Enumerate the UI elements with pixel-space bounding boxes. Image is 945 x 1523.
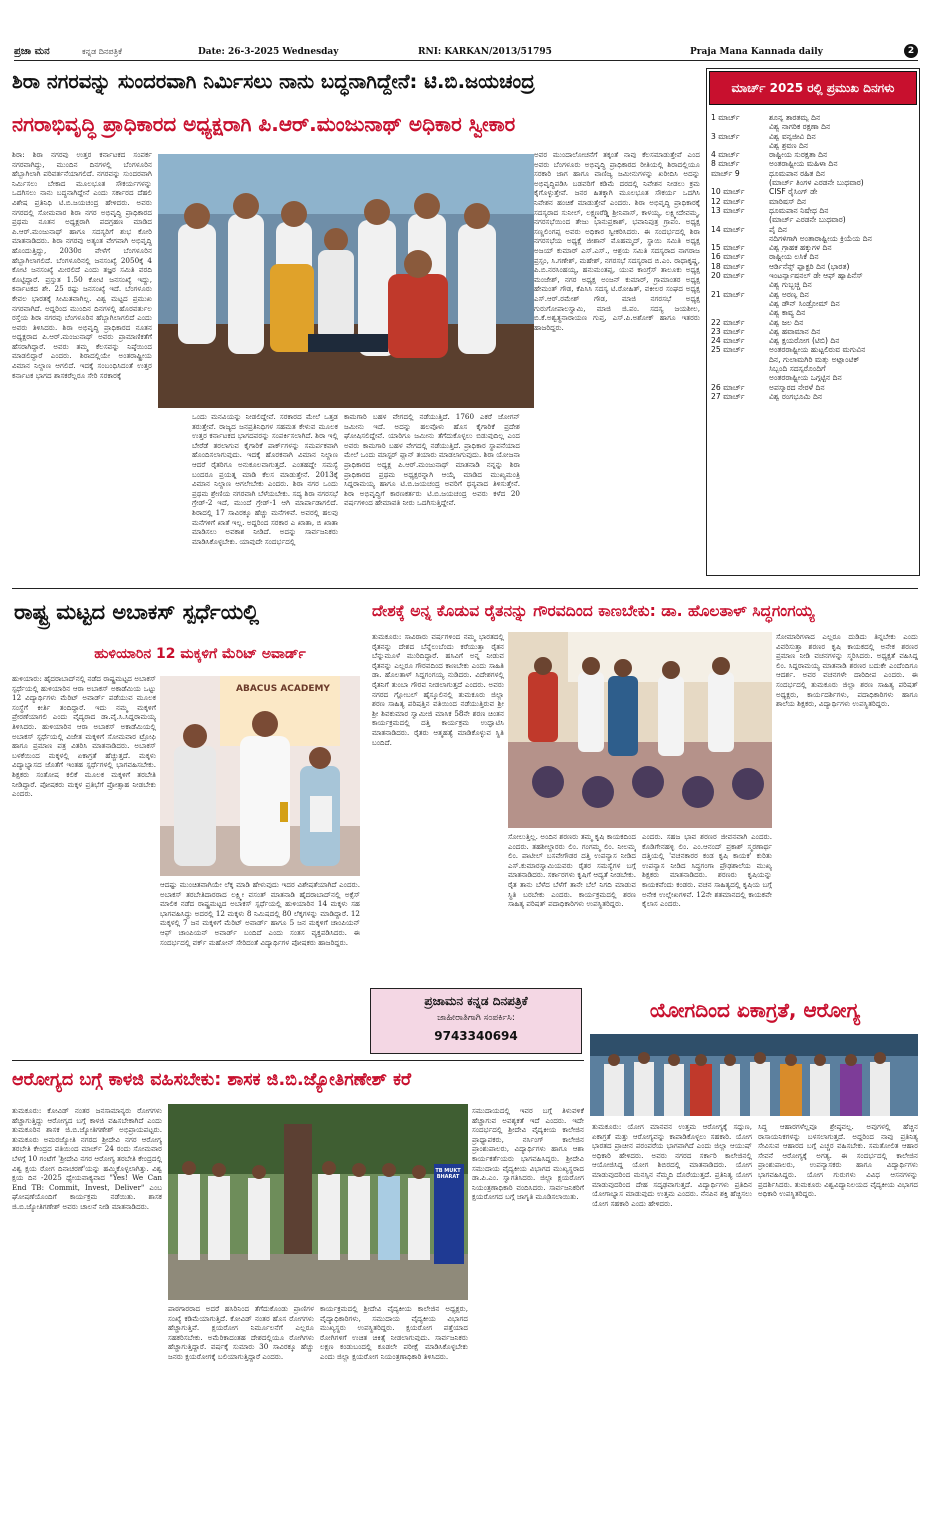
tb-column-2: ಪಾಠಗಾರರಾದ ಅದರೆ ಹಸಿರಿನಿಂದ ತೆಗೆದುಕೊಂಡು ಪ್ರಾಣಿಗಳ ಸಂಖ್ಯೆ ಕಡಿಮೆಯಾಗುತ್ತಿದೆ. ಕೋವಿಡ್ ನಂತರ ಹೊಸ ರೋಗಗಳು ಹೆಚ್ಚಾಗುತ್ತಿವೆ. ಕ್ಷಯರೋಗ ನಿರ್ಮೂಲನೆಗೆ ಎಲ್ಲರೂ ಸಹಕರಿಸಬೇಕು. ಅಮೆರಿಕಾದಂತಹ ದೇಶದಲ್ಲಿಯೂ ರೋಗಿಗಳು ಹೆಚ್ಚಾಗುತ್ತಿದ್ದಾರೆ. ವರ್ಷಕ್ಕೆ ಸುಮಾರು 30 ಸಾವಿರಕ್ಕೂ ಹೆಚ್ಚು ಜನರು ಕ್ಷಯರೋಗಕ್ಕೆ ಬಲಿಯಾಗುತ್ತಿದ್ದಾರೆ ಎಂದರು. [168, 1304, 314, 1361]
event-row [711, 364, 915, 373]
tb-photo [168, 1104, 468, 1300]
event-date: 25 ಮಾರ್ಚ್ [711, 345, 745, 355]
event-date [711, 234, 769, 243]
yoga-photo [590, 1034, 918, 1116]
abacus-headline: ರಾಷ್ಟ್ರ ಮಟ್ಟದ ಅಬಾಕಸ್ ಸ್ಪರ್ಧೆಯಲ್ಲಿ [14, 600, 260, 624]
event-name: ಅಂತರರಾಷ್ಟ್ರೀಯ ಹುಟ್ಟಲಿರುವ ಮಗುವಿನ [769, 345, 866, 355]
event-date: 3 ಮಾರ್ಚ್ [711, 131, 740, 141]
event-date [711, 373, 769, 382]
event-date: ಮಾರ್ಚ್ 9 [711, 168, 740, 178]
event-name: ವಿಶ್ವ ಗುಬ್ಬಚ್ಚಿ ದಿನ [769, 280, 812, 290]
event-name: ವಿಶ್ವ ಕಾವ್ಯ ದಿನ [769, 308, 806, 318]
event-name: ವಿಶ್ವ ಶ್ರವಣ ದಿನ [769, 140, 809, 150]
event-date: 13 ಮಾರ್ಚ್ [711, 205, 745, 215]
event-date [711, 299, 769, 308]
lead-column-2: ಒಂದು ಮನವಿಯನ್ನು ನೀಡಲಿದ್ದೇವೆ. ಸರಕಾರದ ಮೇಲೆ ಒತ್ತಡ ತರುತ್ತೇವೆ. ರಾಜ್ಯದ ಜನಪ್ರತಿನಿಧಿಗಳ ಸಹಮತ ಕೇಳುವ ಮೂಲಕ ಉತ್ತರ ಕರ್ನಾಟಕದ ಭಾಗದವರನ್ನು ಸಂಪರ್ಕಿಸಲಾಗಿದೆ. ಶಿರಾ ಇಲ್ಲಿ ಬೇರೆಡೆ ತರಲಾಗುವ ಕೈಗಾರಿಕೆ ಪಾರ್ಕ್‌ಗಳನ್ನು ಸಮರ್ಪಕವಾಗಿ ಹೊಂದಿಸಲಾಗುವುದು. ಇದಕ್ಕೆ ಹೊರಕನಾಗಿ ವಿಮಾನ ನಿಲ್ದಾಣ ಆದರೆ ರೈತರಿಗೂ ಅನುಕೂಲವಾಗುತ್ತದೆ. ಎಂತಹದ್ದೇ ಸಮಸ್ಯೆ ಬಂದರೂ ಪ್ರಯತ್ನ ಮಾಡಿ ಕೆಲಸ ಮಾಡುತ್ತೇನೆ. 2013ಕ್ಕೆ ವಿಮಾನ ನಿಲ್ದಾಣ ಆಗಲೇಬೇಕು ಎಂದರು. ಶಿರಾ ನಗರ ಒಂದು ಪ್ರಥಮ ಶ್ರೇಣಿಯ ನಗರವಾಗಿ ಬೆಳೆಯಬೇಕು. ಸದ್ಯ ಶಿರಾ ನಗರಸಭೆ ಗ್ರೇಡ್-2 ಇದೆ, ಮುಂದೆ ಗ್ರೇಡ್-1 ಆಗಿ ಮಾರ್ಪಾಡಾಗಲಿದೆ. ಶಿರಾದಲ್ಲಿ 17 ಸಾವಿರಕ್ಕೂ ಹೆಚ್ಚು ಮನೆಗಳಿವೆ. ಅವರಲ್ಲಿ ಹಲವು ಮನೆಗಳಿಗೆ ಖಾತೆ ಇಲ್ಲ. ಅದ್ದರಿಂದ ಸರಕಾರ ಎ ಖಾತಾ, ಬಿ ಖಾತಾ ಮಾಡಿಸಲು ಅವಕಾಶ ನೀಡಿದೆ. ಅದನ್ನು ಸಾರ್ವಜನಿಕರು ಮಾಡಿಸಿಕೊಳ್ಳಬೇಕು. ಯಾವುದೇ ಸಂದರ್ಭದಲ್ಲಿ [192, 412, 338, 546]
ad-box [370, 988, 582, 1054]
ad-line-2: ಜಾಹೀರಾತಿಗಾಗಿ ಸಂಪರ್ಕಿಸಿ: [437, 1013, 515, 1023]
farmer-column-4: ಸೋಮಾರಿಗಳಾದ ಎಲ್ಲರೂ ದುಡಿದು ತಿನ್ನಬೇಕು ಎಂದು ವಿವರಿಸುತ್ತಾ ಶರಣರ ಕೃಷಿ ಕಾಯಕದಲ್ಲಿ ಅನೇಕ ಶರಣರ ಪ್ರಮಾಣ ನೀಡಿ ವಚನಗಳನ್ನು ಸ್ಮರಿಸಿದರು. ಅಧ್ಯಕ್ಷತೆ ವಹಿಸಿದ್ದ ಲಿಂ. ಸಿದ್ದರಾಮಯ್ಯ ಮಾತನಾಡಿ ಶರಣರ ಬದುಕೇ ಎಂದೆಂದಿಗೂ ಆದರ್ಶ. ಅವರ ವಚನಗಳೇ ದಾರಿದೀಪ ಎಂದರು. ಈ ಸಂದರ್ಭದಲ್ಲಿ ತುಮಕೂರು ಜಿಲ್ಲಾ ಶರಣ ಸಾಹಿತ್ಯ ಪರಿಷತ್ ಅಧ್ಯಕ್ಷರು, ಕಾರ್ಯದರ್ಶಿಗಳು, ಪದಾಧಿಕಾರಿಗಳು ಹಾಗೂ ಶಾಲೆಯ ಶಿಕ್ಷಕರು, ವಿದ್ಯಾರ್ಥಿಗಳು ಉಪಸ್ಥಿತರಿದ್ದರು. [776, 632, 918, 709]
event-date [711, 215, 769, 224]
event-row [711, 206, 915, 215]
event-date: 10 ಮಾರ್ಚ್ [711, 187, 745, 197]
event-row [711, 197, 915, 206]
event-name: ಅಪಸ್ಮಾರದ ನೇರಳೆ ದಿನ [769, 382, 825, 392]
masthead-date: Date: 26-3-2025 Wednesday [198, 47, 339, 57]
event-row [711, 290, 915, 299]
event-row [711, 150, 915, 159]
tb-column-4: ಸಮುದಾಯದಲ್ಲಿ ಇವರ ಬಗ್ಗೆ ತಿಳುವಳಿಕೆ ಹೆಚ್ಚಾಗುವ ಅವಶ್ಯಕತೆ ಇದೆ ಎಂದರು. ಇದೇ ಸಂದರ್ಭದಲ್ಲಿ ಶ್ರೀದೇವಿ ವೈದ್ಯಕೀಯ ಕಾಲೇಜಿನ ಪ್ರಾಧ್ಯಾಪಕರು, ನರ್ಸಿಂಗ್ ಕಾಲೇಜಿನ ಪ್ರಾಂಶುಪಾಲರು, ವಿದ್ಯಾರ್ಥಿಗಳು ಹಾಗೂ ಆಶಾ ಕಾರ್ಯಕರ್ತೆಯರು ಭಾಗವಹಿಸಿದ್ದರು. ಶ್ರೀದೇವಿ ಸಮುದಾಯ ವೈದ್ಯಕೀಯ ವಿಭಾಗದ ಮುಖ್ಯಸ್ಥರಾದ ಡಾ.ಪಿ.ಎಂ. ಸ್ವಾಗತಿಸಿದರು. ಜಿಲ್ಲಾ ಕ್ಷಯರೋಗ ನಿಯಂತ್ರಣಾಧಿಕಾರಿ ವಂದಿಸಿದರು. ಸಾರ್ವಜನಿಕರಿಗೆ ಕ್ಷಯರೋಗದ ಬಗ್ಗೆ ಜಾಗೃತಿ ಮೂಡಿಸಲಾಯಿತು. [472, 1106, 584, 1202]
event-date [711, 280, 769, 289]
lead-column-4: ಅವರ ಮುಂದಾಲೋಚನೆಗೆ ತಕ್ಕಂತೆ ನಾವು ಕೆಲಸಮಾಡುತ್ತೇವೆ ಎಂದ ಅವರು ಬೆಂಗಳೂರು ಅಭಿವೃದ್ಧಿ ಪ್ರಾಧಿಕಾರದ ರೀತಿಯಲ್ಲಿ ಶಿರಾದಲ್ಲಿಯೂ ಸರಕಾರಿ ಜಾಗ ಹಾಗೂ ವಾಣಿಜ್ಯ ಜಮೀನುಗಳನ್ನು ಖರೀದಿಸಿ ಅದನ್ನು ಅಭಿವೃದ್ಧಿಪಡಿಸಿ ಬಡವರಿಗೆ ಕಡಿಮೆ ದರದಲ್ಲಿ ನಿವೇಶನ ನೀಡಲು ಕ್ರಮ ಕೈಗೊಳ್ಳುತ್ತೇವೆ. ಜನರ ಹಿತಕ್ಕಾಗಿ ಮೂಲಭೂತ ಸೌಕರ್ಯ ಒದಗಿಸಿ ನಿವೇಶನ ಹಂಚಿಕೆ ಮಾಡುತ್ತೇವೆ ಎಂದರು. ಶಿರಾ ಅಭಿವೃದ್ಧಿ ಪ್ರಾಧಿಕಾರಕ್ಕೆ ಸದಸ್ಯರಾದ ಸುನೀಲ್, ಲಕ್ಷ್ಮಣರೆಡ್ಡಿ ಶ್ರೀನಿವಾಸ್, ಕಾಳಯ್ಯ, ಲಕ್ಷ್ಮೀದೇವಮ್ಮ, ನಗರಸಭೆಯಿಂದ ತೇಜು ಭಾನುಪ್ರಕಾಶ್, ಭವಾನಿಪುತ್ರ ಗ್ರಾಪಂ. ಅಧ್ಯಕ್ಷ ಸಣ್ಣಲಿಂಗಪ್ಪ ಅವರು ಅಧಿಕಾರ ಸ್ವೀಕರಿಸಿದರು. ಈ ಸಂದರ್ಭದಲ್ಲಿ ಶಿರಾ ನಗರಸಭೆಯ ಅಧ್ಯಕ್ಷೆ ಜೀಶಾನ್ ಮೊಹಮ್ಮದ್, ಸ್ಥಾಯಿ ಸಮಿತಿ ಅಧ್ಯಕ್ಷ ಅಜಯ್ ಕುಮಾರ್ ಎಸ್.ಎಸ್., ಆಶ್ರಯ ಸಮಿತಿ ಸದಸ್ಯರಾದ ನಾಗರಾಜ ಪ್ರಸ್ಸಂ, ಸಿ.ಗಣೇಶ್, ಮಹೇಶ್, ನಗರಸಭೆ ಸದಸ್ಯರಾದ ಬಿ.ಎಂ. ರಾಧಾಕೃಷ್ಣ, ಪಿ.ಬಿ.ನರಸಿಂಹಯ್ಯ, ಹನುಮಂತಪ್ಪ, ಯುವ ಕಾಂಗ್ರೆಸ್ ತಾಲೂಕು ಅಧ್ಯಕ್ಷ ಮಂಜೇಶ್, ನಗರ ಅಧ್ಯಕ್ಷ ಅಂಜನ್ ಕುಮಾರ್, ಗ್ರಾಮಾಂತರ ಅಧ್ಯಕ್ಷ ಹೇಮಂತ್ ಗೌಡ, ಕೆಪಿಸಿಸಿ ಸದಸ್ಯ ಟಿ.ರೋಹಿತ್, ವಕೀಲರ ಸಂಘದ ಅಧ್ಯಕ್ಷ ಎಸ್.ಆರ್.ರಮೇಶ್ ಗೌಡ, ಮಾಜಿ ನಗರಸಭೆ ಅಧ್ಯಕ್ಷ ಗುರುಗೋಪಾಲಸ್ವಾಮಿ, ಮಾಜಿ ಜಿ.ಪಂ. ಸದಸ್ಯ ಜಯಶೀಲ, ಬಿ.ಕೆ.ಅಶ್ವತ್ಥನಾರಾಯಣ ಗುಪ್ತ, ಎಸ್.ಪಿ.ಅಶೋಕ್ ಹಾಗೂ ಇತರರು ಹಾಜರಿದ್ದರು. [534, 150, 700, 332]
event-name: ವಿಶ್ವ ರಂಗಭೂಮಿ ದಿನ [769, 391, 823, 401]
farmer-column-3: ಎಂದರು. ಸಹಜ ಭಾವ ಶರಣರ ಜೀವನವಾಗಿ ಎಂದರು. ಕೊಡಿಗೇನಹಳ್ಳಿ ಲಿಂ. ಎಂ.ಆನಂದ್ ಪ್ರಕಾಶ್ ಸ್ಮರಣಾರ್ಥ ದತ್ತಿಯಲ್ಲಿ 'ವಚನಕಾರರ ಕಂಡ ಕೃಷಿ ಕಾಯಕ' ಕುರಿತು ಉಪನ್ಯಾಸ ನೀಡಿದ ಸಿದ್ಧಗಂಗಾ ಪ್ರೌಢಶಾಲೆಯ ಮುಖ್ಯ ಶಿಕ್ಷಕರು ಮಾತನಾಡಿದರು. ಶರಣರು ಕೃಷಿಯನ್ನು ಕಾಯಕವೆಂದು ಕಂಡರು. ವಚನ ಸಾಹಿತ್ಯದಲ್ಲಿ ಕೃಷಿಯ ಬಗ್ಗೆ ಅನೇಕ ಉಲ್ಲೇಖಗಳಿವೆ. 12ನೇ ಶತಮಾನದಲ್ಲಿ ಕಾಯಕವೇ ಕೈಲಾಸ ಎಂದರು. [642, 832, 772, 909]
event-row [711, 215, 915, 224]
event-name: ಅಂತರಾಷ್ಟ್ರೀಯ ಮಹಿಳಾ ದಿನ [769, 159, 838, 169]
events-list [711, 113, 915, 401]
masthead-paper-name: Praja Mana Kannada daily [690, 47, 823, 57]
tb-headline: ಆರೋಗ್ಯದ ಬಗ್ಗೆ ಕಾಳಜಿ ವಹಿಸಬೇಕು: ಶಾಸಕ ಜಿ.ಬಿ.ಜ್ಯೋತಿಗಣೇಶ್ ಕರೆ [12, 1070, 412, 1090]
masthead [0, 44, 945, 60]
event-row [711, 299, 915, 308]
lead-column-1: ಶಿರಾ: ಶಿರಾ ನಗರವು ಉತ್ತರ ಕರ್ನಾಟಕದ ಸಂಪರ್ಕ ನಗರವಾಗಿದ್ದು, ಮುಂದಿನ ದಿನಗಳಲ್ಲಿ ಬೆಂಗಳೂರಿನ ಹೆಬ್ಬಾಗಿಲಾಗಿ ಪರಿವರ್ತನೆಯಾಗಲಿದೆ. ನಗರವನ್ನು ಸುಂದರವಾಗಿ ನಿರ್ಮಿಸಲು ಬೇಕಾದ ಮೂಲಭೂತ ಸೌಕರ್ಯಗಳನ್ನು ಒದಗಿಸಲು ನಾನು ಬದ್ಧನಾಗಿದ್ದೇನೆ ಎಂದು ಸರ್ಕಾರದ ದೆಹಲಿ ವಿಶೇಷ ಪ್ರತಿನಿಧಿ ಟಿ.ಬಿ.ಜಯಚಂದ್ರ ಹೇಳಿದರು. ಅವರು ನಗರದಲ್ಲಿ ಸೋಮವಾರ ಶಿರಾ ನಗರ ಅಭಿವೃದ್ಧಿ ಪ್ರಾಧಿಕಾರದ ಪ್ರಥಮ ನೂತನ ಅಧ್ಯಕ್ಷರಾಗಿ ಪದಗ್ರಹಣ ಮಾಡಿದ ಪಿ.ಆರ್.ಮಂಜುನಾಥ್ ಹಾಗೂ ಸದಸ್ಯರಿಗೆ ಶುಭ ಕೋರಿ ಮಾತನಾಡಿದರು. ಶಿರಾ ನಗರವು ಅತ್ಯಂತ ವೇಗವಾಗಿ ಅಭಿವೃದ್ಧಿ ಹೊಂದುತ್ತಿದ್ದು, 2030ರ ವೇಳೆಗೆ ಬೆಂಗಳೂರಿನ ಹೆಬ್ಬಾಗಿಲಾಗಲಿದೆ. ಬೆಂಗಳೂರಿನಲ್ಲಿ ಜನಸಂಖ್ಯೆ 2050ಕ್ಕೆ 4 ಕೋಟಿ ಜನಸಂಖ್ಯೆ ಮೀರಲಿದೆ ಎಂದು ತಜ್ಞರ ಸಮಿತಿ ವರದಿ ಕೊಟ್ಟಿದ್ದಾರೆ. ಪ್ರಸ್ತುತ 1.50 ಕೋಟಿ ಜನಸಂಖ್ಯೆ ಇದ್ದು, ಕರ್ನಾಟಕದ ಶೇ. 25 ರಷ್ಟು ಜನಸಂಖ್ಯೆ ಇದೆ. ಬೆಂಗಳೂರು ಕೇವಲ ಭಾರತಕ್ಕೆ ಸೀಮಿತವಾಗಿಲ್ಲ. ವಿಶ್ವ ಮಟ್ಟದ ಪ್ರಮುಖ ನಗರವಾಗಿದೆ. ಅದ್ದರಿಂದ ಮುಂದಿನ ದಿನಗಳಲ್ಲಿ ಹೊರವರ್ತುಲ ರಸ್ತೆಯ ಶಿರಾ ನಗರವು ಬೆಂಗಳೂರಿನ ಹೆಬ್ಬಾಗಿಲಾಗಲಿದೆ ಎಂದು ಅವರು ತಿಳಿಸಿದರು. ಶಿರಾ ಅಭಿವೃದ್ಧಿ ಪ್ರಾಧಿಕಾರದ ನೂತನ ಅಧ್ಯಕ್ಷರಾದ ಪಿ.ಆರ್.ಮಂಜುನಾಥ್ ಅವರು ಪ್ರಾಮಾಣಿಕತೆಗೆ ಹೆಸರಾಗಿದ್ದಾರೆ. ಅವರು ತಮ್ಮ ಕೆಲಸವನ್ನು ನಿಷ್ಠೆಯಿಂದ ಮಾಡಲಿದ್ದಾರೆ ಎಂದರು. ಶಿರಾದಲ್ಲಿಯೇ ಅಂತರಾಷ್ಟ್ರೀಯ ವಿಮಾನ ನಿಲ್ದಾಣ ಆಗಲಿದೆ. ಇದಕ್ಕೆ ಸಂಬಂಧಿಸಿದಂತೆ ಉತ್ತರ ಕರ್ನಾಟಕ ಭಾಗದ ಶಾಸಕರೆಲ್ಲರೂ ಸೇರಿ ಸರಕಾರಕ್ಕೆ [12, 150, 152, 380]
ad-phone: 9743340694 [434, 1029, 518, 1043]
event-row [711, 280, 915, 289]
event-date: 1 ಮಾರ್ಚ್ [711, 113, 740, 122]
event-name: ವಿಶ್ವ ಕ್ಷಯರೋಗ (ಟಿಬಿ) ದಿನ [769, 336, 840, 346]
abacus-subhead: ಹುಳಿಯಾರಿನ 12 ಮಕ್ಕಳಿಗೆ ಮೆರಿಟ್ ಅವಾರ್ಡ್ [94, 646, 306, 662]
event-date: 12 ಮಾರ್ಚ್ [711, 196, 745, 206]
event-date: 21 ಮಾರ್ಚ್ [711, 289, 745, 299]
event-name: ಪೈ ದಿನ [769, 224, 787, 234]
tb-banner-text: TB MUKT BHARAT [435, 1168, 461, 1180]
event-date: 20 ಮಾರ್ಚ್ [711, 271, 745, 281]
farmer-headline: ದೇಶಕ್ಕೆ ಅನ್ನ ಕೊಡುವ ರೈತನನ್ನು ಗೌರವದಿಂದ ಕಾಣಬೇಕು: ಡಾ. ಹೊಲತಾಳ್ ಸಿದ್ಧಗಂಗಯ್ಯ [372, 602, 815, 620]
event-row [711, 308, 915, 317]
lead-headline-1: ಶಿರಾ ನಗರವನ್ನು ಸುಂದರವಾಗಿ ನಿರ್ಮಿಸಲು ನಾನು ಬದ್ಧನಾಗಿದ್ದೇನೆ: ಟಿ.ಬಿ.ಜಯಚಂದ್ರ [12, 70, 535, 93]
event-row [711, 262, 915, 271]
event-name: ವಿಶ್ವ ಗ್ರಾಹಕ ಹಕ್ಕುಗಳ ದಿನ [769, 243, 832, 253]
event-name: ವಿಶ್ವ ವನ್ಯಜೀವಿ ದಿನ [769, 131, 816, 141]
event-date: 26 ಮಾರ್ಚ್ [711, 382, 745, 392]
lead-column-3: ಕಾಮಗಾರಿ ಬಹಳ ವೇಗದಲ್ಲಿ ನಡೆಯುತ್ತಿದೆ. 1760 ಎಕರೆ ಜೋಗನ್ ಜಮೀನು ಇದೆ. ಅದನ್ನು ಹಲವೊಳು ಹೊಸ ಕೈಗಾರಿಕೆ ಪ್ರದೇಶ ಘೋಷಿಸಲಿದ್ದೇವೆ. ಯಾರಿಗೂ ಜಮೀನು ತೆಗೆದುಕೊಳ್ಳಲು ಬಿಡುವುದಿಲ್ಲ ಎಂದ ಅವರು ಕಾಮಗಾರಿ ಬಹಳ ವೇಗದಲ್ಲಿ ನಡೆಯುತ್ತಿದೆ. ಪ್ರಾಧಿಕಾರ ಸ್ಥಾಪನೆಯಾದ ಮೇಲೆ ಒಂದು ಮಾಸ್ಟರ್ ಪ್ಲಾನ್ ತಯಾರು ಮಾಡಲಾಗುವುದು. ಶಿರಾ ಯೋಜನಾ ಪ್ರಾಧಿಕಾರದ ಅಧ್ಯಕ್ಷ ಪಿ.ಆರ್.ಮಂಜುನಾಥ್ ಮಾತನಾಡಿ ನನ್ನನ್ನು ಶಿರಾ ಪ್ರಾಧಿಕಾರದ ಪ್ರಥಮ ಅಧ್ಯಕ್ಷರನ್ನಾಗಿ ಆಯ್ಕೆ ಮಾಡಿದ ಮುಖ್ಯಮಂತ್ರಿ ಸಿದ್ದರಾಮಯ್ಯ ಹಾಗೂ ಟಿ.ಬಿ.ಜಯಚಂದ್ರ ಅವರಿಗೆ ಧನ್ಯವಾದ ತಿಳಿಸುತ್ತೇನೆ. ಶಿರಾ ಅಭಿವೃದ್ಧಿಗೆ ಕಾರಣಕರ್ತರು ಟಿ.ಬಿ.ಜಯಚಂದ್ರ ಅವರು ಕಳೆದ 20 ವರ್ಷಗಳಿಂದ ಹೇಮಾವತಿ ನೀರು ಒದಗಿಸುತ್ತಿದ್ದೇವೆ. [344, 412, 520, 508]
lead-headline-2: ನಗರಾಭಿವೃದ್ಧಿ ಪ್ರಾಧಿಕಾರದ ಅಧ್ಯಕ್ಷರಾಗಿ ಪಿ.ಆರ್.ಮಂಜುನಾಥ್ ಅಧಿಕಾರ ಸ್ವೀಕಾರ [12, 112, 516, 136]
event-date: 14 ಮಾರ್ಚ್ [711, 224, 745, 234]
events-box [706, 68, 920, 576]
event-date: 22 ಮಾರ್ಚ್ [711, 317, 745, 327]
event-row [711, 336, 915, 345]
event-row [711, 345, 915, 354]
event-date: 4 ಮಾರ್ಚ್ [711, 150, 740, 160]
farmer-photo [508, 632, 772, 828]
abacus-photo [160, 676, 360, 876]
event-date: 23 ಮಾರ್ಚ್ [711, 326, 745, 336]
event-name: ಅಂತರರಾಷ್ಟ್ರೀಯ ಒಗ್ಗಟ್ಟಿನ ದಿನ [769, 373, 842, 383]
lead-photo [158, 154, 534, 408]
page-number: 2 [904, 44, 918, 58]
abacus-column-1: ಹುಳಿಯಾರು: ಹೈದರಾಬಾದ್‌ನಲ್ಲಿ ನಡೆದ ರಾಷ್ಟ್ರಮಟ್ಟದ ಅಬಾಕಸ್ ಸ್ಪರ್ಧೆಯಲ್ಲಿ ಹುಳಿಯಾರಿನ ಆರಾ ಅಬಾಕಸ್ ಅಕಾಡೆಮಿಯ ಒಟ್ಟು 12 ವಿದ್ಯಾರ್ಥಿಗಳು ಮೆರಿಟ್ ಅವಾರ್ಡ್ ಪಡೆಯುವ ಮೂಲಕ ಸಂಸ್ಥೆಗೆ ಕೀರ್ತಿ ತಂದಿದ್ದಾರೆ. ಇದು ನಮ್ಮ ಮಕ್ಕಳಿಗೆ ಪ್ರೇರಣೆಯಾಗಲಿ ಎಂದು ವೈದ್ಯರಾದ ಡಾ.ವೈ.ಸಿ.ಸಿದ್ದರಾಮಯ್ಯ ತಿಳಿಸಿದರು. ಹುಳಿಯಾರಿನ ಆರಾ ಅಬಾಕಸ್ ಅಕಾಡೆಮಿಯಲ್ಲಿ ಅಬಾಕಸ್ ಸ್ಪರ್ಧೆಯಲ್ಲಿ ವಿಜೇತ ಮಕ್ಕಳಿಗೆ ಸೋಮವಾರ ಟ್ರೋಫಿ ಹಾಗೂ ಪ್ರಮಾಣ ಪತ್ರ ವಿತರಿಸಿ ಮಾತನಾಡಿದರು. ಅಬಾಕಸ್ ಬಳಕೆಯಿಂದ ಮಕ್ಕಳಲ್ಲಿ ಏಕಾಗ್ರತೆ ಹೆಚ್ಚುತ್ತದೆ. ಮಕ್ಕಳು ವಿದ್ಯಾಭ್ಯಾಸದ ಜೊತೆಗೆ ಇಂತಹ ಸ್ಪರ್ಧೆಗಳಲ್ಲಿ ಭಾಗವಹಿಸಬೇಕು. ಶಿಕ್ಷಕರು ಸಂತೋಷ ಕಲಿಕೆ ಮೂಲಕ ಮಕ್ಕಳಿಗೆ ತರಬೇತಿ ನೀಡಿದ್ದಾರೆ. ಪೋಷಕರು ಮಕ್ಕಳ ಪ್ರತಿಭೆಗೆ ಪ್ರೋತ್ಸಾಹ ನೀಡಬೇಕು ಎಂದರು. [12, 674, 156, 799]
events-box-title: ಮಾರ್ಚ್ 2025 ರಲ್ಲಿ ಪ್ರಮುಖ ದಿನಗಳು [709, 71, 917, 105]
event-row [711, 243, 915, 252]
event-row [711, 113, 915, 122]
tb-column-1: ತುಮಕೂರು: ಕೋವಿಡ್ ನಂತರ ಜನಸಾಮಾನ್ಯರು ರೋಗಗಳು ಹೆಚ್ಚಾಗುತ್ತಿದ್ದು ಆರೋಗ್ಯದ ಬಗ್ಗೆ ಕಾಳಜಿ ವಹಿಸಬೇಕಾಗಿದೆ ಎಂದು ತುಮಕೂರಿನ ಶಾಸಕ ಜಿ.ಬಿ.ಜ್ಯೋತಿಗಣೇಶ್ ಅಭಿಪ್ರಾಯಪಟ್ಟರು. ತುಮಕೂರು ಅಮರಜ್ಯೋತಿ ನಗರದ ಶ್ರೀದೇವಿ ನಗರ ಆರೋಗ್ಯ ತರಬೇತಿ ಕೇಂದ್ರದ ವತಿಯಿಂದ ಮಾರ್ಚ್ 24 ರಂದು ಸೋಮವಾರ ಬೆಳಗ್ಗೆ 10 ಗಂಟೆಗೆ 'ಶ್ರೀದೇವಿ ನಗರ ಆರೋಗ್ಯ ತರಬೇತಿ ಕೇಂದ್ರದಲ್ಲಿ ವಿಶ್ವ ಕ್ಷಯ ರೋಗ ದಿನಾಚರಣೆ'ಯನ್ನು ಹಮ್ಮಿಕೊಳ್ಳಲಾಗಿತ್ತು. ವಿಶ್ವ ಕ್ಷಯ ದಿನ -2025 ಧ್ಯೇಯವಾಕ್ಯವಾದ "Yes! We Can End TB: Commit, Invest, Deliver" ಎಂಬ ಘೋಷಣೆಯೊಂದಿಗೆ ಕಾರ್ಯಕ್ರಮ ನಡೆಯಿತು. ಶಾಸಕ ಜಿ.ಬಿ.ಜ್ಯೋತಿಗಣೇಶ್ ಅವರು ಚಾಲನೆ ನೀಡಿ ಮಾತನಾಡಿದರು. [12, 1106, 162, 1211]
event-date: 15 ಮಾರ್ಚ್ [711, 243, 745, 253]
event-name: ವಿಶ್ವ ಅರಣ್ಯ ದಿನ [769, 289, 809, 299]
event-name: CISF ರೈಸಿಂಗ್ ಡೇ [769, 187, 818, 197]
masthead-rni: RNI: KARKAN/2013/51795 [418, 47, 552, 57]
event-row [711, 187, 915, 196]
event-row [711, 383, 915, 392]
abacus-column-2: ಆದಷ್ಟು ಮುಂಚಿತವಾಗಿಯೇ ಲೆಕ್ಕ ಮಾಡಿ ಹೇಳುವುದು ಇದರ ವಿಶೇಷತೆಯಾಗಿದೆ ಎಂದರು. ಅಬಾಕಸ್ ತರಬೇತಿದಾರರಾದ ಲಕ್ಷ್ಮೀ ವಸಂತ್ ಮಾತನಾಡಿ ಹೈದರಾಬಾದ್‌ನಲ್ಲಿ ಅಕ್ಸೆಸ್ ಮಾಲಿಕ ನಡೆದ ರಾಷ್ಟ್ರಮಟ್ಟದ ಅಬಾಕಸ್ ಸ್ಪರ್ಧೆಯಲ್ಲಿ ಹುಳಿಯಾರಿನ 14 ಮಕ್ಕಳು ಸಹ ಭಾಗವಹಿಸಿದ್ದು ಅದರಲ್ಲಿ 12 ಮಕ್ಕಳು 8 ನಿಮಿಷದಲ್ಲಿ 80 ಲೆಕ್ಕಗಳನ್ನು ಮಾಡಿದ್ದಾರೆ. 12 ಮಕ್ಕಳಲ್ಲಿ 7 ಜನ ಮಕ್ಕಳಿಗೆ ಮೆರಿಟ್ ಅವಾರ್ಡ್ ಹಾಗೂ 5 ಜನ ಮಕ್ಕಳಿಗೆ ಚಾಂಪಿಯನ್ ಆಫ್ ಚಾಂಪಿಯನ್ ಅವಾರ್ಡ್ ಬಂದಿದೆ ಎಂದು ಸಂತಸ ವ್ಯಕ್ತಪಡಿಸಿದರು. ಈ ಸಂದರ್ಭದಲ್ಲಿ ವರ್ಕ್ ಮಹೋನ್ ಸೇರಿದಂತೆ ವಿದ್ಯಾರ್ಥಿಗಳ ಪೋಷಕರು ಹಾಜರಿದ್ದರು. [160, 880, 360, 947]
tb-column-3: ಕಾರ್ಯಕ್ರಮದಲ್ಲಿ ಶ್ರೀದೇವಿ ವೈದ್ಯಕೀಯ ಕಾಲೇಜಿನ ಅಧ್ಯಕ್ಷರು, ವೈದ್ಯಾಧಿಕಾರಿಗಳು, ಸಮುದಾಯ ವೈದ್ಯಕೀಯ ವಿಭಾಗದ ಮುಖ್ಯಸ್ಥರು ಉಪಸ್ಥಿತರಿದ್ದರು. ಕ್ಷಯರೋಗ ಪತ್ತೆಯಾದ ರೋಗಿಗಳಿಗೆ ಉಚಿತ ಚಿಕಿತ್ಸೆ ನೀಡಲಾಗುವುದು. ಸಾರ್ವಜನಿಕರು ಲಕ್ಷಣ ಕಂಡುಬಂದಲ್ಲಿ ಕೂಡಲೇ ಪರೀಕ್ಷೆ ಮಾಡಿಸಿಕೊಳ್ಳಬೇಕು ಎಂದು ಜಿಲ್ಲಾ ಕ್ಷಯರೋಗ ನಿಯಂತ್ರಣಾಧಿಕಾರಿ ತಿಳಿಸಿದರು. [320, 1304, 468, 1361]
ad-line-1: ಪ್ರಜಾಮನ ಕನ್ನಡ ದಿನಪತ್ರಿಕೆ [424, 994, 528, 1008]
event-row [711, 327, 915, 336]
farmer-column-1: ತುಮಕೂರು: ಸಾವಿರಾರು ವರ್ಷಗಳಿಂದ ನಮ್ಮ ಭಾರತದಲ್ಲಿ ರೈತನನ್ನು ದೇಶದ ಬೆನ್ನೆಲುಬೆಂದು ಕರೆಯುತ್ತಾ ರೈತನ ಬೆನ್ನುಮೂಳೆ ಮುರಿದಿದ್ದಾರೆ. ಹಸಿವಿಗೆ ಅನ್ನ ನೀಡುವ ರೈತನನ್ನು ಎಲ್ಲರೂ ಗೌರವದಿಂದ ಕಾಣಬೇಕು ಎಂದು ಸಾಹಿತಿ ಡಾ. ಹೊಲತಾಳ್ ಸಿದ್ದಗಂಗಯ್ಯ ನುಡಿದರು. ವಿದೇಶಗಳಲ್ಲಿ ರೈತನಿಗೆ ತುಂಬಾ ಗೌರವ ನೀಡಲಾಗುತ್ತದೆ ಎಂದರು. ಅವರು ನಗರದ ಗ್ಲೋಬಲ್ ಹೈಸ್ಕೂಲಿನಲ್ಲಿ ತುಮಕೂರು ಜಿಲ್ಲಾ ಶರಣ ಸಾಹಿತ್ಯ ಪರಿಷತ್ತಿನ ವತಿಯಿಂದ ನಡೆಯುತ್ತಿರುವ ಶ್ರೀ ಶ್ರೀ ಶಿವಕುಮಾರ ಸ್ವಾಮೀಜಿ ಮಾಸಿಕ 58ನೇ ಶರಣ ಚಿಂತನ ಕಾರ್ಯಕ್ರಮದಲ್ಲಿ ದತ್ತಿ ಕಾರ್ಯಕ್ರಮ ಉದ್ಘಾಟಿಸಿ ಮಾತನಾಡಿದರು. ರೈತರು ಆತ್ಮಹತ್ಯೆ ಮಾಡಿಕೊಳ್ಳುವ ಸ್ಥಿತಿ ಬಂದಿದೆ. [372, 632, 504, 747]
event-date [711, 308, 769, 317]
event-name: ಸಿಬ್ಬಂದಿ ಸದಸ್ಯರೊಂದಿಗೆ [769, 364, 826, 374]
farmer-column-2: ಸೋಲುತ್ತಿಲ್ಲ. ಅಂದಿನ ಶರಣರು ತಮ್ಮ ಕೃಷಿ ಕಾಯಕದಿಂದ ಎಂದರು. ತಹಶೀಲ್ದಾರರು ಲಿಂ. ಗಂಗಮ್ಮ ಲಿಂ. ನೀಲಮ್ಮ ಲಿಂ. ಪಾಟೀಲ್ ಬಸವೇಗೌಡರ ದತ್ತಿ ಉಪನ್ಯಾಸ ನೀಡಿದ ಎಸ್.ಕುಮಾರಸ್ವಾಮಿಯವರು ರೈತರ ಸಮಸ್ಯೆಗಳ ಬಗ್ಗೆ ಮಾತನಾಡಿದರು. ಸರ್ಕಾರಗಳು ಕೃಷಿಗೆ ಆದ್ಯತೆ ನೀಡಬೇಕು. ರೈತ ತಾನು ಬೆಳೆದ ಬೆಳೆಗೆ ತಾನೇ ಬೆಲೆ ನಿಗದಿ ಮಾಡುವ ಸ್ಥಿತಿ ಬರಬೇಕು ಎಂದರು. ಕಾರ್ಯಕ್ರಮದಲ್ಲಿ ಶರಣ ಸಾಹಿತ್ಯ ಪರಿಷತ್ ಪದಾಧಿಕಾರಿಗಳು ಉಪಸ್ಥಿತರಿದ್ದರು. [508, 832, 636, 909]
event-name: (ಮಾರ್ಚ್ ಎರಡನೇ ಬುಧವಾರ) [769, 215, 846, 225]
event-row [711, 355, 915, 364]
event-name: ಧೂಮಪಾನ ನಿಷೇಧ ದಿನ [769, 205, 829, 215]
event-row [711, 122, 915, 131]
event-row [711, 392, 915, 401]
event-date: 16 ಮಾರ್ಚ್ [711, 252, 745, 262]
yoga-column-1: ತುಮಕೂರು: ಯೋಗ ಮಾನವನ ಉತ್ತಮ ಆರೋಗ್ಯಕ್ಕೆ ಸದ್ಗುಣ, ಏಕಾಗ್ರತೆ ಮತ್ತು ಆರೋಗ್ಯವನ್ನು ಕಾಪಾಡಿಕೊಳ್ಳಲು ಸಹಕಾರಿ. ಯೋಗ ಭಾರತದ ಪ್ರಾಚೀನ ಪರಂಪರೆಯ ಭಾಗವಾಗಿದೆ ಎಂದು ಜಿಲ್ಲಾ ಆಯುಷ್ ಅಧಿಕಾರಿ ಹೇಳಿದರು. ಅವರು ನಗರದ ಸರ್ಕಾರಿ ಕಾಲೇಜಿನಲ್ಲಿ ಆಯೋಜಿಸಿದ್ದ ಯೋಗ ಶಿಬಿರದಲ್ಲಿ ಮಾತನಾಡಿದರು. ಯೋಗ ಮಾಡುವುದರಿಂದ ಮನಸ್ಸಿನ ನೆಮ್ಮದಿ ದೊರೆಯುತ್ತದೆ. ಪ್ರತಿನಿತ್ಯ ಯೋಗ ಮಾಡುವುದರಿಂದ ದೇಹ ಸದೃಢವಾಗುತ್ತದೆ. ವಿದ್ಯಾರ್ಥಿಗಳು ಪ್ರತಿದಿನ ಯೋಗಾಭ್ಯಾಸ ಮಾಡುವುದು ಉತ್ತಮ ಎಂದರು. ನೆನಪಿನ ಶಕ್ತಿ ಹೆಚ್ಚಿಸಲು ಯೋಗ ಸಹಕಾರಿ ಎಂದು ಹೇಳಿದರು. [592, 1122, 752, 1208]
event-row [711, 252, 915, 261]
masthead-tagline: ಕನ್ನಡ ದಿನಪತ್ರಿಕೆ [82, 47, 123, 56]
event-date: 8 ಮಾರ್ಚ್ [711, 159, 740, 169]
event-date [711, 355, 769, 364]
event-row [711, 234, 915, 243]
event-name: (ಮಾರ್ಚ್ ತಿಂಗಳ ಎರಡನೇ ಬುಧವಾರ) [769, 178, 864, 188]
event-name: ರಾಷ್ಟ್ರೀಯ ಸುರಕ್ಷತಾ ದಿನ [769, 150, 828, 160]
event-date: 24 ಮಾರ್ಚ್ [711, 336, 745, 346]
event-date: 18 ಮಾರ್ಚ್ [711, 261, 745, 271]
event-row [711, 271, 915, 280]
award-photo-icon [160, 676, 360, 876]
yoga-event-photo-icon [590, 1034, 918, 1116]
event-date [711, 141, 769, 150]
event-row [711, 373, 915, 382]
abacus-banner-text: ABACUS ACADEMY [236, 684, 330, 694]
event-name: ವಿಶ್ವ ಜಲ ದಿನ [769, 317, 804, 327]
event-date [711, 122, 769, 131]
felicitation-photo-icon [508, 632, 772, 828]
event-name: ದಿನ, ಗುಲಾಮಗಿರಿ ಮತ್ತು ಅಟ್ಲಾಂಟಿಕ್ [769, 354, 860, 364]
event-date [711, 178, 769, 187]
event-row [711, 132, 915, 141]
event-date [711, 364, 769, 373]
health-event-photo-icon [168, 1104, 468, 1300]
ceremony-photo-icon [158, 154, 534, 408]
event-row [711, 141, 915, 150]
event-row [711, 225, 915, 234]
event-name: ವಿಶ್ವ ಡೌನ್ ಸಿಂಡ್ರೋಮ್ ದಿನ [769, 298, 840, 308]
event-row [711, 159, 915, 168]
event-name: ವಿಶ್ವ ಹವಾಮಾನ ದಿನ [769, 326, 821, 336]
event-row [711, 318, 915, 327]
event-row [711, 169, 915, 178]
event-row [711, 178, 915, 187]
yoga-column-2: ಸಿದ್ಧ ಆಹಾರಗಳೆಲ್ಲವೂ ಶ್ರೇಷ್ಠವಲ್ಲ. ಅವುಗಳಲ್ಲಿ ಹೆಚ್ಚಿನ ರಾಸಾಯನಿಕಗಳನ್ನು ಬಳಸಲಾಗುತ್ತದೆ. ಅದ್ದರಿಂದ ನಾವು ಪ್ರತಿನಿತ್ಯ ಸೇವಿಸುವ ಆಹಾರದ ಬಗ್ಗೆ ಎಚ್ಚರ ವಹಿಸಬೇಕು. ಸಮತೋಲಿತ ಆಹಾರ ಸೇವನೆ ಆರೋಗ್ಯಕ್ಕೆ ಅಗತ್ಯ. ಈ ಸಂದರ್ಭದಲ್ಲಿ ಕಾಲೇಜಿನ ಪ್ರಾಂಶುಪಾಲರು, ಉಪನ್ಯಾಸಕರು ಹಾಗೂ ವಿದ್ಯಾರ್ಥಿಗಳು ಭಾಗವಹಿಸಿದ್ದರು. ಯೋಗ ಗುರುಗಳು ವಿವಿಧ ಆಸನಗಳನ್ನು ಪ್ರದರ್ಶಿಸಿದರು. ತುಮಕೂರು ವಿಶ್ವವಿದ್ಯಾನಿಲಯದ ವೈದ್ಯಕೀಯ ವಿಭಾಗದ ಅಧಿಕಾರಿ ಉಪಸ್ಥಿತರಿದ್ದರು. [758, 1122, 918, 1199]
event-name: ಆರ್ಡಿನೆನ್ಸ್ ಫ್ಯಾಕ್ಟರಿ ದಿನ (ಭಾರತ) [769, 261, 850, 271]
event-name: ನದಿಗಳಿಗಾಗಿ ಅಂತಾರಾಷ್ಟ್ರೀಯ ಕ್ರಿಯೆಯ ದಿನ [769, 233, 872, 243]
yoga-headline: ಯೋಗದಿಂದ ಏಕಾಗ್ರತೆ, ಆರೋಗ್ಯ [649, 998, 861, 1022]
event-name: ಶೂನ್ಯ ತಾರತಮ್ಯ ದಿನ [769, 113, 821, 122]
event-name: ಮಾರಿಷಸ್ ದಿನ [769, 196, 807, 206]
event-name: ಧೂಮಪಾನ ರಹಿತ ದಿನ [769, 168, 825, 178]
event-name: ವಿಶ್ವ ನಾಗರಿಕ ರಕ್ಷಣಾ ದಿನ [769, 122, 831, 132]
event-name: ರಾಷ್ಟ್ರೀಯ ಲಸಿಕೆ ದಿನ [769, 252, 819, 262]
event-name: ಇಂಟರ್ನ್ಯಾಷನಲ್ ಡೇ ಆಫ್ ಹ್ಯಾಪಿನೆಸ್ [769, 271, 863, 281]
event-date: 27 ಮಾರ್ಚ್ [711, 391, 745, 401]
masthead-logo: ಪ್ರಜಾ ಮನ [14, 46, 50, 57]
